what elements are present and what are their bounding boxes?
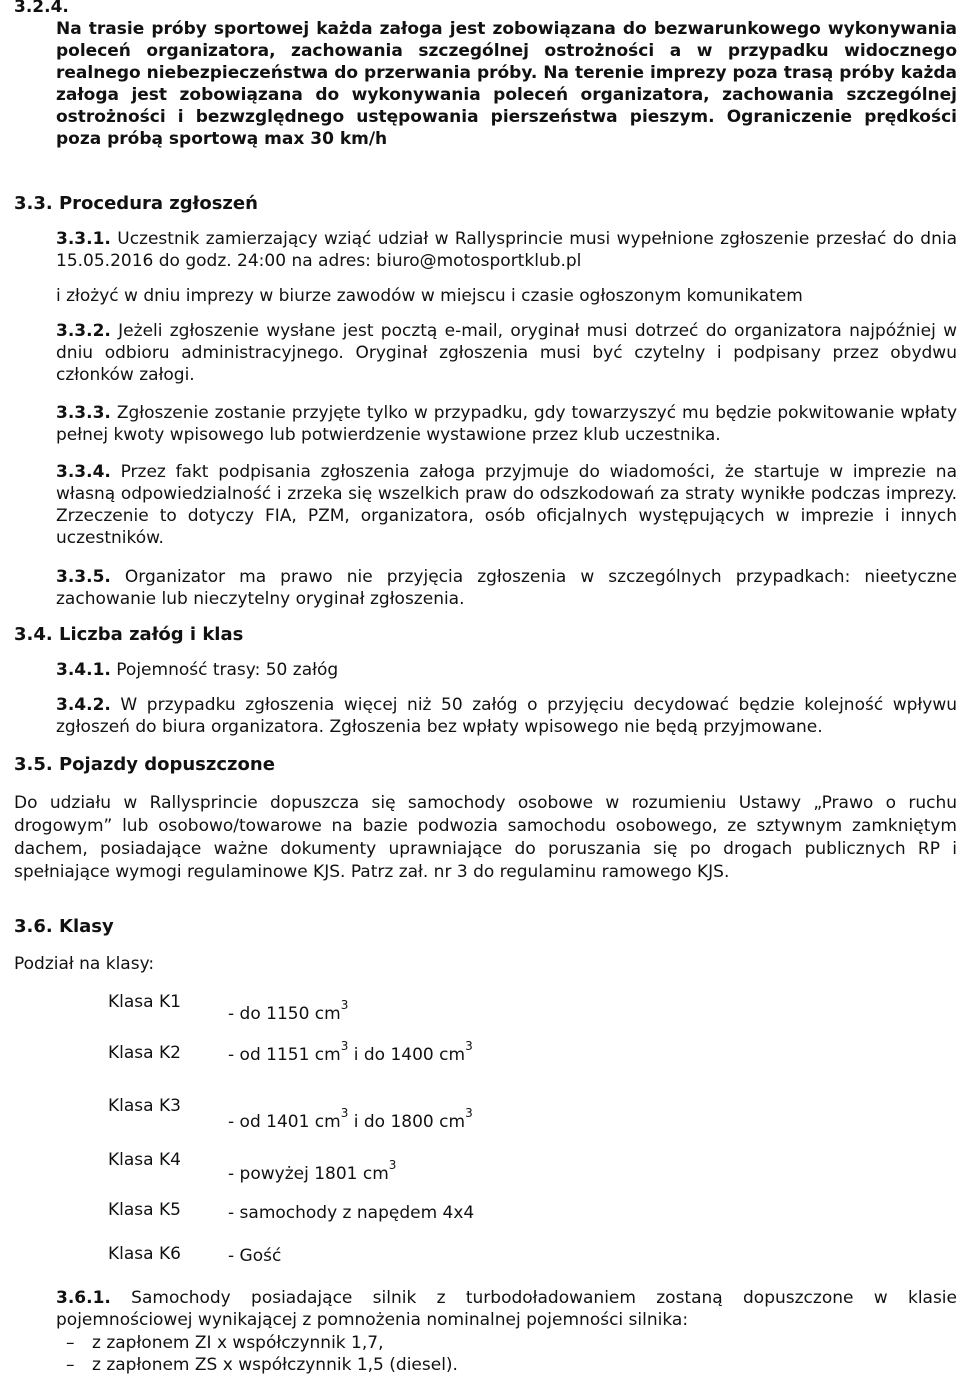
paragraph-number: 3.3.4. [56,462,111,482]
list-item-text: z zapłonem ZI x współczynnik 1,7, [92,1333,384,1353]
paragraph-text: Samochody posiadające silnik z turbodoładowaniem zostaną dopuszczone w klasie pojemnościowej wynikającej z pomnożenia nominalnej pojemności silnika: [56,1288,957,1330]
paragraph-number: 3.3.5. [56,567,111,587]
classes-intro: Podział na klasy: [14,954,155,974]
paragraph-text: Organizator ma prawo nie przyjęcia zgłoszenia w szczególnych przypadkach: nieetyczne zachowanie lub nieczytelny oryginał zgłoszenia. [56,567,957,609]
dash-bullet-icon: – [66,1355,75,1375]
list-item-text: z zapłonem ZS x współczynnik 1,5 (diesel). [92,1355,458,1375]
multiplier-list-item [66,1354,458,1376]
paragraph-3-6-1 [56,1287,957,1331]
paragraph-text: Przez fakt podpisania zgłoszenia załoga przyjmuje do wiadomości, że startuje w imprezie na własną odpowiedzialność i zrzeka się wszelkich praw do odszkodowań za straty wynikłe podczas imprezy. Zrzeczenie to dotyczy FIA, PZM, organizatora, osób oficjalnych występujących w imprezie i innych uczestników. [56,462,957,548]
paragraph-3-3-1-continuation: i złożyć w dniu imprezy w biurze zawodów w miejscu i czasie ogłoszonym komunikatem [56,286,803,306]
paragraph-3-3-3 [56,402,957,446]
multiplier-list-item [66,1332,384,1354]
paragraph-number: 3.4.1. [56,660,111,680]
paragraph-text: Jeżeli zgłoszenie wysłane jest pocztą e-mail, oryginał musi dotrzeć do organizatora najpóźniej w dniu odbioru administracyjnego. Oryginał zgłoszenia musi być czytelny i podpisany przez obydwu członków załogi. [56,321,957,385]
paragraph-text: Uczestnik zamierzający wziąć udział w Rallysprincie musi wypełnione zgłoszenie przesłać do dnia 15.05.2016 do godz. 24:00 na adres: biuro@motosportklub.pl [56,229,957,271]
paragraph-3-5: Do udziału w Rallysprincie dopuszcza się samochody osobowe w rozumieniu Ustawy „Prawo o ruchu drogowym” lub osobowo/towarowe na bazie podwozia samochodu osobowego, ze sztywnym zamkniętym dachem, posiadające ważne dokumenty uprawniające do poruszania się po drogach publicznych RP i spełniające wymogi regulaminowe KJS. Patrz zał. nr 3 do regulaminu ramowego KJS. [14,793,957,882]
class-name: Klasa K6 [108,1244,181,1264]
class-description: - od 1401 $cm^3$ i do 1800 $cm^3$ [228,1106,473,1132]
paragraph-3-3-5 [56,566,957,610]
paragraph-3-4-2 [56,694,957,738]
class-description: - powyżej 1801 $cm^3$ [228,1158,397,1184]
paragraph-3-3-2 [56,320,957,386]
class-name: Klasa K5 [108,1200,181,1220]
paragraph-text: Zgłoszenie zostanie przyjęte tylko w przypadku, gdy towarzyszyć mu będzie pokwitowanie wpłaty pełnej kwoty wpisowego lub potwierdzenie wystawione przez klub uczestnika. [56,403,957,445]
section-number-3-2-4: 3.2.4. [14,0,69,17]
class-description: - od 1151 $cm^3$ i do 1400 $cm^3$ [228,1039,473,1065]
paragraph-3-2-4: Na trasie próby sportowej każda załoga jest zobowiązana do bezwarunkowego wykonywania poleceń organizatora, zachowania szczególnej ostrożności a w przypadku widocznego realnego niebezpieczeństwa do przerwania próby. Na terenie imprezy poza trasą próby każda załoga jest zobowiązana do wykonywania poleceń organizatora, zachowania szczególnej ostrożności i bezwzględnego ustępowania pierszeństwa pieszym. Ograniczenie prędkości poza próbą sportową max 30 km/h [56,19,957,149]
section-title-3-4: 3.4. Liczba załóg i klas [14,624,244,645]
paragraph-text: W przypadku zgłoszenia więcej niż 50 załóg o przyjęciu decydować będzie kolejność wpływu zgłoszeń do biura organizatora. Zgłoszenia bez wpłaty wpisowego nie będą przyjmowane. [56,695,957,737]
paragraph-3-3-4 [56,461,957,549]
class-description: - samochody z napędem 4x4 [228,1203,475,1223]
class-description: - Gość [228,1246,282,1266]
class-name: Klasa K4 [108,1150,181,1170]
class-description: - do 1150 $cm^3$ [228,998,349,1024]
section-title-3-5: 3.5. Pojazdy dopuszczone [14,754,275,775]
section-title-3-6: 3.6. Klasy [14,916,114,937]
class-name: Klasa K1 [108,992,181,1012]
section-title-3-3: 3.3. Procedura zgłoszeń [14,193,258,214]
paragraph-text: Pojemność trasy: 50 załóg [110,660,339,680]
paragraph-number: 3.6.1. [56,1288,111,1308]
paragraph-number: 3.3.1. [56,229,111,249]
paragraph-number: 3.3.3. [56,403,111,423]
class-name: Klasa K3 [108,1096,181,1116]
paragraph-number: 3.4.2. [56,695,111,715]
paragraph-number: 3.3.2. [56,321,111,341]
dash-bullet-icon: – [66,1333,75,1353]
paragraph-3-4-1 [56,659,957,681]
paragraph-3-3-1 [56,228,957,272]
class-name: Klasa K2 [108,1043,181,1063]
